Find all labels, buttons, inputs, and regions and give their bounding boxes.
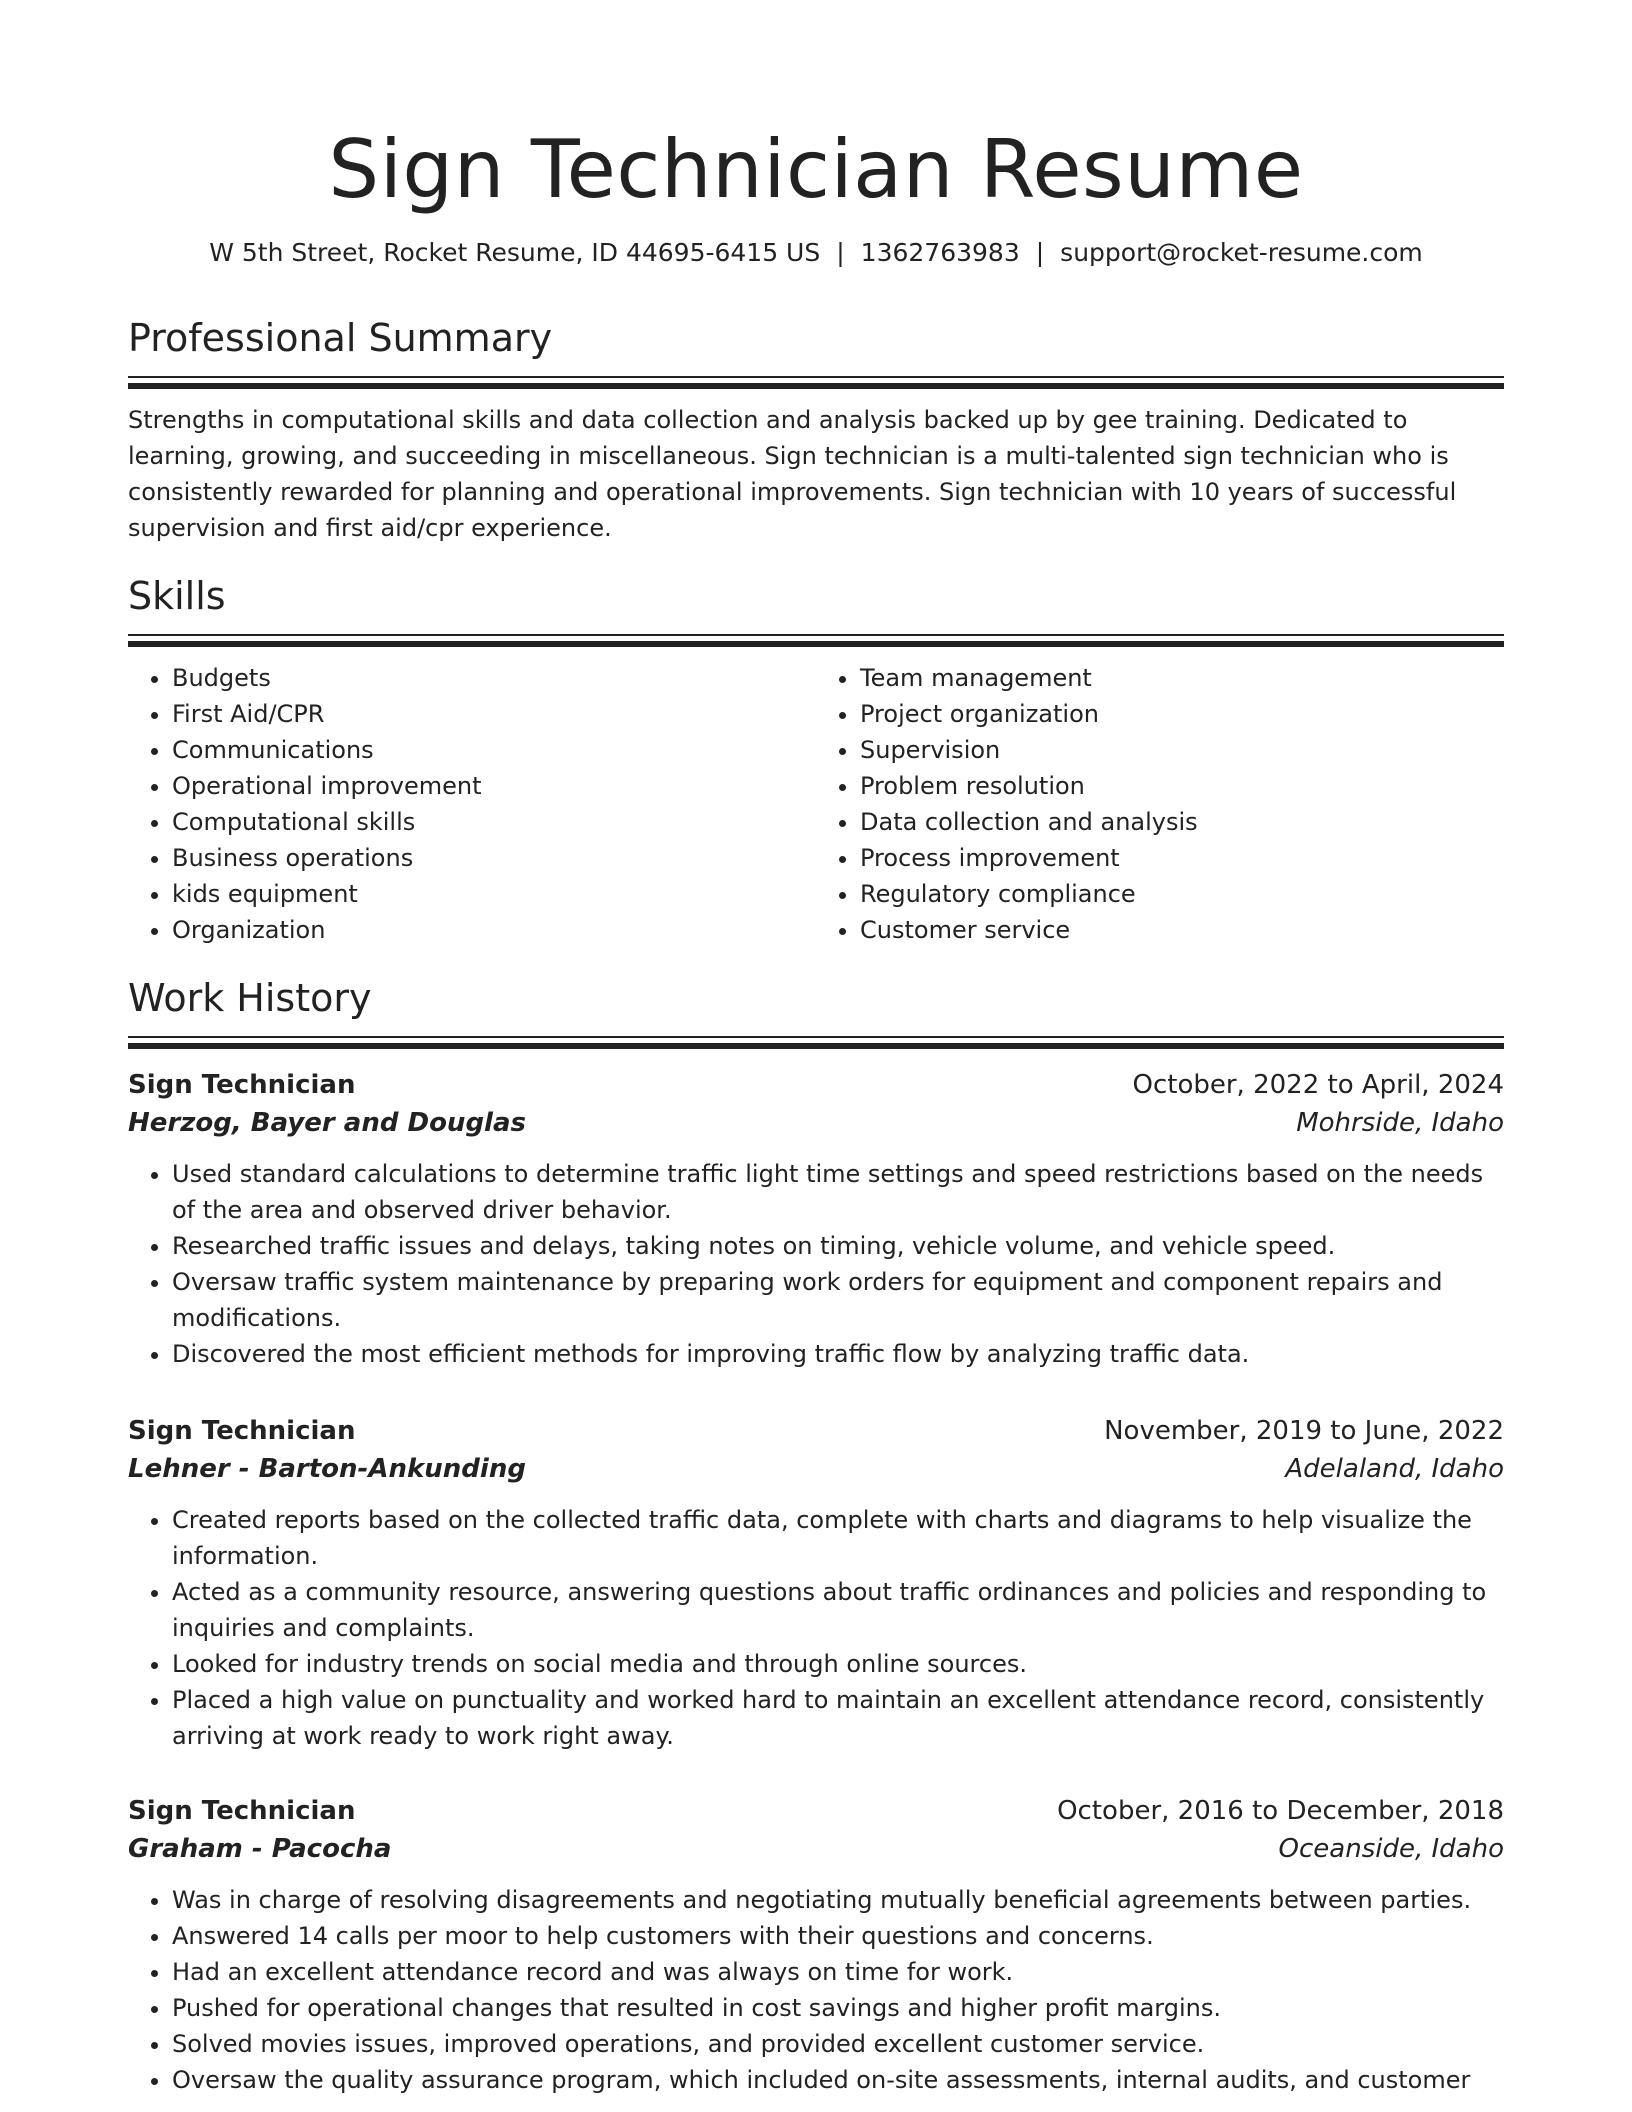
- contact-address: W 5th Street, Rocket Resume, ID 44695-6415 US: [209, 238, 821, 267]
- skill-item: • Operational improvement: [172, 768, 816, 804]
- job-dates: October, 2022 to April, 2024: [1132, 1070, 1504, 1100]
- job-dates: November, 2019 to June, 2022: [1104, 1416, 1504, 1446]
- job-list: [128, 1066, 1504, 2098]
- page-title: Sign Technician Resume: [328, 123, 1304, 216]
- section-divider: [128, 634, 1504, 646]
- job-bullet: • Answered 14 calls per moor to help customers with their questions and concerns.: [172, 1918, 1504, 1954]
- job-entry: [128, 1792, 1504, 2098]
- skill-item: • Computational skills: [172, 804, 816, 840]
- job-title: Sign Technician: [128, 1070, 356, 1100]
- job-bullet: • Researched traffic issues and delays, taking notes on timing, vehicle volume, and vehicle speed.: [172, 1228, 1504, 1264]
- section-divider: [128, 1036, 1504, 1048]
- job-location: Mohrside, Idaho: [1296, 1108, 1504, 1138]
- skill-item: • Organization: [172, 912, 816, 948]
- job-bullet: • Oversaw the quality assurance program, which included on-site assessments, internal audits, and customer: [172, 2062, 1504, 2098]
- job-bullet: • Solved movies issues, improved operations, and provided excellent customer service.: [172, 2026, 1504, 2062]
- job-company: Graham - Pacocha: [128, 1834, 392, 1864]
- contact-separator: |: [1035, 238, 1045, 267]
- summary-text: Strengths in computational skills and data collection and analysis backed up by gee training. Dedicated to learning, growing, and succeeding in miscellaneous. Sign technician is a multi-talented sign technician who is consistently rewarded for planning and operational improvements. Sign technician with 10 years of successful supervision and first aid/cpr experience.: [128, 406, 1457, 542]
- job-location: Adelaland, Idaho: [1285, 1454, 1504, 1484]
- job-bullet: • Created reports based on the collected traffic data, complete with charts and diagrams to help visualize the information.: [172, 1502, 1504, 1574]
- job-subheader: [128, 1830, 1504, 1868]
- job-bullets: [128, 1882, 1504, 2098]
- skill-item: • Supervision: [860, 732, 1504, 768]
- skill-item: • Project organization: [860, 696, 1504, 732]
- job-bullet: • Pushed for operational changes that resulted in cost savings and higher profit margins.: [172, 1990, 1504, 2026]
- job-bullet: • Looked for industry trends on social media and through online sources.: [172, 1646, 1504, 1682]
- job-title: Sign Technician: [128, 1416, 356, 1446]
- contact-phone: 1362763983: [860, 238, 1020, 267]
- job-header: [128, 1412, 1504, 1450]
- job-location: Oceanside, Idaho: [1278, 1834, 1504, 1864]
- job-subheader: [128, 1104, 1504, 1142]
- skills-column-right: [816, 660, 1504, 948]
- job-subheader: [128, 1450, 1504, 1488]
- skill-item: • First Aid/CPR: [172, 696, 816, 732]
- skill-item: • Data collection and analysis: [860, 804, 1504, 840]
- skill-item: • kids equipment: [172, 876, 816, 912]
- summary-heading: Professional Summary: [128, 316, 553, 360]
- contact-separator: |: [836, 238, 845, 267]
- job-entry: [128, 1412, 1504, 1754]
- job-bullet: • Discovered the most efficient methods for improving traffic flow by analyzing traffic data.: [172, 1336, 1504, 1372]
- skill-item: • Problem resolution: [860, 768, 1504, 804]
- job-bullet: • Acted as a community resource, answering questions about traffic ordinances and policies and responding to inquiries and complaints.: [172, 1574, 1504, 1646]
- work-heading: Work History: [128, 976, 372, 1020]
- job-company: Herzog, Bayer and Douglas: [128, 1108, 526, 1138]
- job-bullet: • Was in charge of resolving disagreements and negotiating mutually beneficial agreements between parties.: [172, 1882, 1504, 1918]
- skill-item: • Customer service: [860, 912, 1504, 948]
- summary-section: [128, 314, 1504, 546]
- skills-section: [128, 572, 1504, 948]
- contact-line: [128, 236, 1504, 270]
- work-section: [128, 974, 1504, 2098]
- skills-heading: Skills: [128, 574, 226, 618]
- skill-item: • Budgets: [172, 660, 816, 696]
- job-bullet: • Placed a high value on punctuality and worked hard to maintain an excellent attendance record, consistently arriving at work ready to work right away.: [172, 1682, 1504, 1754]
- job-header: [128, 1066, 1504, 1104]
- skills-list: [128, 660, 1504, 948]
- skill-item: • Regulatory compliance: [860, 876, 1504, 912]
- job-bullet: • Used standard calculations to determine traffic light time settings and speed restrictions based on the needs of the area and observed driver behavior.: [172, 1156, 1504, 1228]
- section-divider: [128, 376, 1504, 388]
- skills-column-left: [128, 660, 816, 948]
- job-company: Lehner - Barton-Ankunding: [128, 1454, 526, 1484]
- job-entry: [128, 1066, 1504, 1372]
- skill-item: • Communications: [172, 732, 816, 768]
- contact-email[interactable]: support@rocket-resume.com: [1060, 238, 1423, 267]
- skill-item: • Team management: [860, 660, 1504, 696]
- job-bullets: [128, 1502, 1504, 1754]
- job-bullet: • Had an excellent attendance record and was always on time for work.: [172, 1954, 1504, 1990]
- skill-item: • Process improvement: [860, 840, 1504, 876]
- skill-item: • Business operations: [172, 840, 816, 876]
- job-title: Sign Technician: [128, 1796, 356, 1826]
- job-dates: October, 2016 to December, 2018: [1057, 1796, 1504, 1826]
- job-header: [128, 1792, 1504, 1830]
- job-bullets: [128, 1156, 1504, 1372]
- job-bullet: • Oversaw traffic system maintenance by preparing work orders for equipment and component repairs and modifications.: [172, 1264, 1504, 1336]
